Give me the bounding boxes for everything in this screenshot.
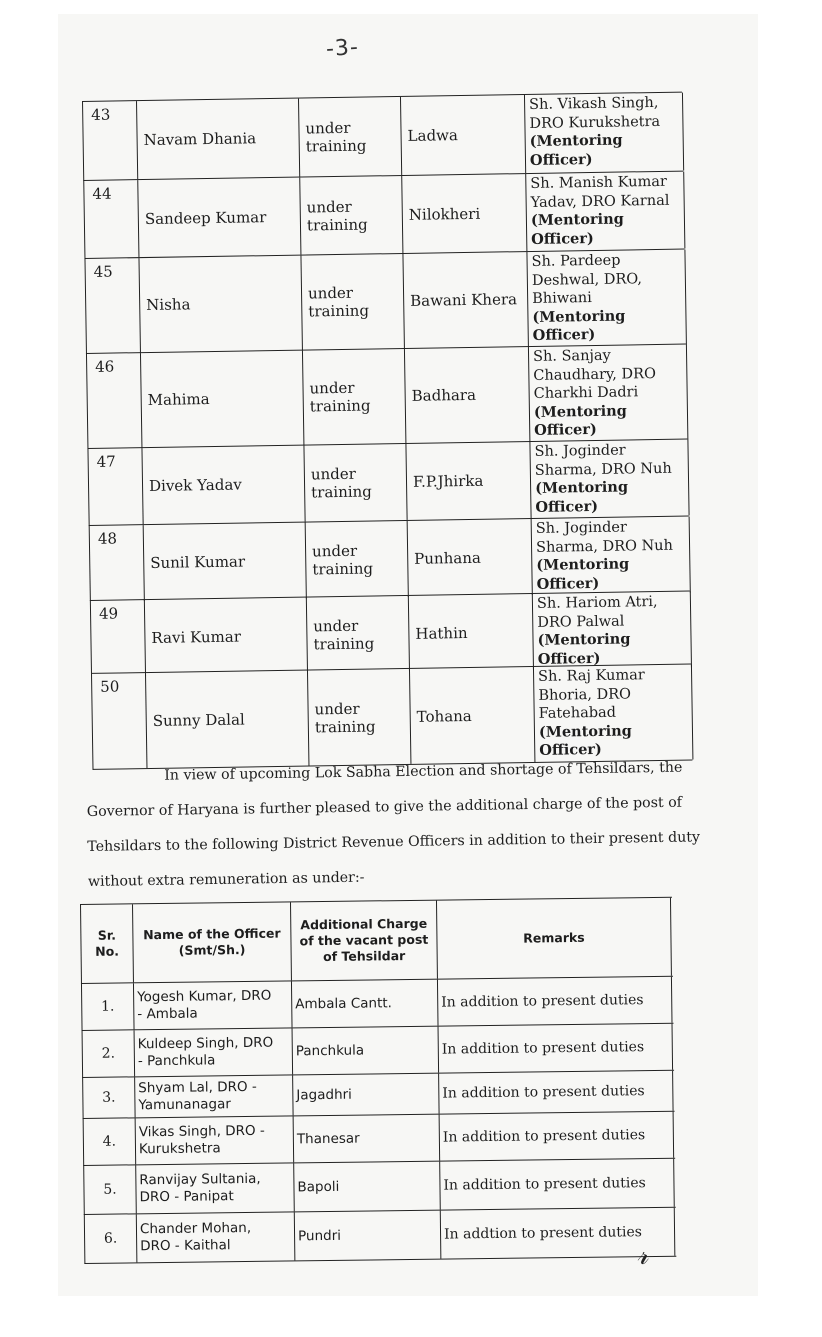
station: Ladwa [401, 95, 526, 175]
officer-name: Kuldeep Singh, DRO - Panchkula [135, 1028, 294, 1076]
table-row [81, 977, 674, 1031]
station: Tohana [410, 667, 535, 764]
remarks: In addition to present duties [439, 1071, 673, 1114]
table-row [84, 1208, 677, 1264]
vacant-post: Bapoli [294, 1162, 441, 1212]
sr-no: 1. [82, 983, 135, 1030]
station: Badhara [405, 347, 530, 443]
header-sr-no: Sr. No. [81, 904, 134, 983]
table-row [82, 1071, 674, 1119]
officer-name: Chander Mohan, DRO - Kaithal [137, 1212, 296, 1262]
officer-name: Navam Dhania [137, 99, 300, 180]
sr-no: 5. [84, 1165, 137, 1214]
table-row [83, 1159, 676, 1215]
header-officer-name: Name of the Officer (Smt/Sh.) [133, 902, 292, 982]
status: under training [306, 521, 409, 599]
table-row [90, 592, 691, 674]
officer-name: Shyam Lal, DRO - Yamunanagar [135, 1075, 293, 1117]
status: under training [303, 349, 406, 445]
officer-name: Sandeep Kumar [138, 178, 301, 258]
table-header-row [80, 897, 673, 984]
status: under training [300, 176, 403, 255]
sr-no: 2. [83, 1030, 136, 1077]
mentoring-officer: Sh. Sanjay Chaudhary, DRO Charkhi Dadri (Mentoring Officer) [529, 345, 688, 442]
officer-name: Sunny Dalal [146, 671, 309, 769]
mentoring-officer: Sh. Hariom Atri, DRO Palwal (Mentoring Officer) [533, 591, 692, 669]
paragraph-line: In view of upcoming Lok Sabha Election and shortage of Tehsildars, the [164, 759, 683, 784]
officer-name: Ranvijay Sultania, DRO - Panipat [136, 1163, 295, 1213]
row-number: 50 [92, 673, 147, 769]
table-row [82, 92, 683, 181]
officer-name: Nisha [139, 256, 302, 353]
mentoring-officer: Sh. Raj Kumar Bhoria, DRO Fatehabad (Mentoring Officer) [534, 664, 693, 761]
remarks: In addition to present duties [439, 1024, 674, 1073]
status: under training [307, 596, 410, 674]
station: Bawani Khera [403, 252, 528, 348]
mentoring-officer: Sh. Pardeep Deshwal, DRO, Bhiwani (Mentoring Officer) [527, 250, 686, 347]
vacant-post: Ambala Cantt. [292, 980, 439, 1028]
row-number: 43 [83, 101, 138, 180]
status: under training [308, 669, 411, 766]
mentoring-officer: Sh. Vikash Singh, DRO Kurukshetra (Mentoring Officer) [525, 93, 684, 173]
table-row [86, 345, 687, 449]
table-row [87, 440, 688, 526]
signature-mark: 𝓇 [633, 1237, 650, 1272]
sr-no: 3. [83, 1077, 135, 1118]
vacant-post: Panchkula [293, 1027, 440, 1075]
officer-name: Sunil Kumar [144, 523, 307, 602]
station: Nilokheri [402, 174, 527, 253]
remarks: In addition to present duties [440, 1159, 675, 1210]
mentoring-officer: Sh. Joginder Sharma, DRO Nuh (Mentoring Officer) [530, 440, 689, 518]
officer-name: Vikas Singh, DRO - Kurukshetra [136, 1116, 295, 1164]
table-row [89, 517, 690, 601]
mentoring-officer: Sh. Joginder Sharma, DRO Nuh (Mentoring Officer) [532, 517, 691, 595]
table-row [83, 172, 684, 259]
paragraph-line: Governor of Haryana is further pleased to give the additional charge of the post of [86, 794, 683, 820]
header-additional-charge: Additional Charge of the vacant post of Tehsildar [291, 901, 438, 981]
station: F.P.Jhirka [406, 442, 531, 520]
row-number: 49 [91, 600, 146, 677]
table-row [82, 1024, 675, 1078]
officer-name: Yogesh Kumar, DRO - Ambala [134, 981, 293, 1029]
status: under training [299, 97, 402, 177]
station: Punhana [408, 519, 533, 597]
page-number: -3- [325, 34, 360, 63]
officer-name: Mahima [141, 351, 304, 448]
paragraph-line: without extra remuneration as under:- [87, 869, 365, 890]
row-number: 45 [85, 258, 140, 353]
remarks: In addition to present duties [438, 977, 673, 1026]
row-number: 48 [90, 525, 145, 602]
vacant-post: Pundri [295, 1211, 442, 1261]
sr-no: 6. [85, 1214, 138, 1263]
mentoring-officer: Sh. Manish Kumar Yadav, DRO Karnal (Mentoring Officer) [526, 172, 685, 251]
officer-training-table [82, 92, 692, 770]
status: under training [304, 444, 407, 522]
officer-name: Ravi Kumar [145, 598, 308, 677]
status: under training [301, 254, 404, 350]
paragraph-line: Tehsildars to the following District Revenue Officers in addition to their present duty [87, 829, 701, 855]
remarks: In addtion to present duties [441, 1208, 676, 1259]
table-row [83, 1112, 676, 1166]
header-remarks: Remarks [437, 898, 672, 979]
table-row [84, 250, 685, 354]
order-paragraph [86, 750, 708, 900]
officer-name: Divek Yadav [142, 446, 305, 525]
station: Hathin [409, 594, 534, 672]
sr-no: 4. [84, 1118, 137, 1165]
remarks: In addition to present duties [440, 1112, 675, 1161]
vacant-post: Thanesar [294, 1115, 441, 1163]
row-number: 46 [87, 353, 142, 448]
row-number: 47 [88, 448, 143, 525]
row-number: 44 [84, 180, 139, 258]
additional-charge-table [80, 897, 676, 1264]
vacant-post: Jagadhri [293, 1074, 439, 1116]
